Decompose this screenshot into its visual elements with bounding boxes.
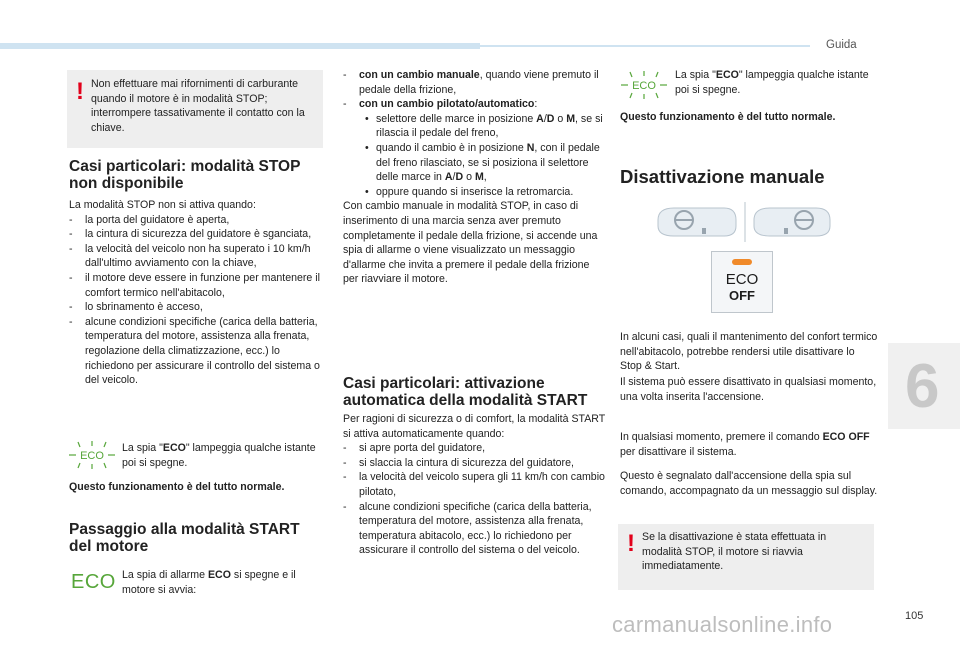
stop-section (69, 198, 327, 388)
list-item: - alcune condizioni specifiche (carica della batteria, temperatura del motore, assistenza alla frenata, temperatura abitacolo, ecc.) lo richiedono per assicurare il controllo del sistema o del veicolo. (343, 500, 592, 557)
deactivation-para-4: Questo è segnalato dall'accensione della spia sul comando, accompagnato da un messaggio sul display. (620, 470, 878, 497)
sub-list-item: • oppure quando si inserisce la retromarcia. (365, 185, 574, 198)
warning-exclamation-icon: ! (76, 78, 84, 105)
header-bar (0, 43, 480, 49)
stop-intro: La modalità STOP non si attiva quando: (69, 199, 256, 211)
list-item: - con un cambio pilotato/automatico: (343, 98, 538, 111)
heading-start-mode (69, 522, 329, 555)
list-item: - con un cambio manuale, quando viene premuto il pedale della frizione, (343, 69, 599, 96)
dashboard-illustration (654, 200, 834, 244)
eco-flashing-icon (620, 70, 668, 100)
deactivation-para-2: Il sistema può essere disattivato in qualsiasi momento, una volta inserita l'accensione. (620, 376, 877, 403)
heading-auto-line1: Casi particolari: attivazione (343, 375, 545, 392)
heading-manual-deactivation: Disattivazione manuale (620, 166, 825, 187)
watermark: carmanualsonline.info (612, 612, 833, 637)
eco-flashing-note: La spia "ECO" lampeggia qualche istante poi si spegne. (122, 442, 316, 469)
heading-stop-line1: Casi particolari: modalità STOP (69, 158, 301, 175)
heading-auto-line2: automatica della modalità START (343, 391, 588, 409)
heading-stop-line2: non disponibile (69, 174, 184, 192)
heading-start-line1: Passaggio alla modalità START (69, 521, 300, 538)
normal-operation-note: Questo funzionamento è del tutto normale. (69, 481, 285, 493)
eco-off-label-off: OFF (729, 288, 755, 303)
eco-off-button (711, 251, 773, 313)
normal-operation-note: Questo funzionamento è del tutto normale. (620, 111, 836, 123)
heading-auto-start (343, 376, 613, 409)
warning-text-restart: Se la disattivazione è stata effettuata in modalità STOP, il motore si riavvia immediatamente. (642, 531, 827, 573)
eco-flashing-note: La spia "ECO" lampeggia qualche istante poi si spegne. (675, 69, 869, 96)
list-item: - si apre porta del guidatore, (343, 442, 486, 455)
svg-text:ECO: ECO (80, 450, 104, 462)
sub-list-item: • quando il cambio è in posizione N, con il pedale del freno rilasciato, se si posiziona il selettore delle marce in A/D o M, (365, 141, 600, 184)
heading-stop-unavailable (69, 159, 329, 192)
list-item: - alcune condizioni specifiche (carica della batteria, temperatura del motore, assistenza alla frenata, regolazione della climatizzazione, ecc.) lo richiedono per assicurare il controllo del sistema o del veicolo. (69, 315, 320, 387)
header-line (480, 45, 810, 47)
list-item: - la velocità del veicolo supera gli 11 km/h con cambio pilotato, (343, 471, 605, 498)
eco-off-indicator-led (732, 259, 752, 265)
eco-icon: ECO (71, 571, 116, 593)
page-number: 105 (905, 610, 924, 622)
list-item: - la velocità del veicolo non ha superato i 10 km/h dall'ultimo avviamento con la chiave, (69, 242, 311, 270)
deactivation-para-3: In qualsiasi momento, premere il comando ECO OFF per disattivare il sistema. (620, 431, 870, 458)
gearbox-section (343, 68, 605, 287)
heading-start-line2: del motore (69, 537, 149, 555)
svg-text:ECO: ECO (632, 80, 656, 92)
list-item: - lo sbrinamento è acceso, (69, 301, 203, 314)
sub-list-item: • selettore delle marce in posizione A/D o M, se si rilascia il pedale del freno, (365, 112, 603, 140)
deactivation-para-1: In alcuni casi, quali il mantenimento del confort termico nell'abitacolo, potrebbe rendersi utile disattivare lo Stop & Start. (620, 331, 878, 373)
auto-start-section (343, 412, 605, 558)
warning-exclamation-icon: ! (627, 530, 635, 557)
list-item: - si slaccia la cintura di sicurezza del guidatore, (343, 456, 574, 469)
list-item: - la porta del guidatore è aperta, (69, 213, 230, 226)
start-mode-text: La spia di allarme ECO si spegne e il motore si avvia: (122, 569, 296, 596)
auto-start-intro: Per ragioni di sicurezza o di comfort, la modalità START si attiva automaticamente quando: (343, 413, 606, 440)
eco-off-label-eco: ECO (725, 271, 759, 288)
section-label: Guida (826, 39, 857, 51)
manual-gearbox-paragraph: Con cambio manuale in modalità STOP, in caso di inserimento di una marcia senza aver premuto completamente il pedale della frizione, si accende una spia di allarme o viene visualizzato un messaggio d'allarme che invita a premere il pedale della frizione per riavviare il motore. (343, 200, 598, 286)
list-item: - il motore deve essere in funzione per mantenere il comfort termico nell'abitacolo, (69, 271, 320, 299)
warning-text-refuel: Non effettuare mai rifornimenti di carburante quando il motore è in modalità STOP; interrompere tassativamente il contatto con la chiave. (91, 78, 305, 134)
chapter-number: 6 (905, 352, 940, 421)
eco-flashing-icon (68, 440, 116, 470)
list-item: - la cintura di sicurezza del guidatore è sganciata, (69, 228, 312, 241)
